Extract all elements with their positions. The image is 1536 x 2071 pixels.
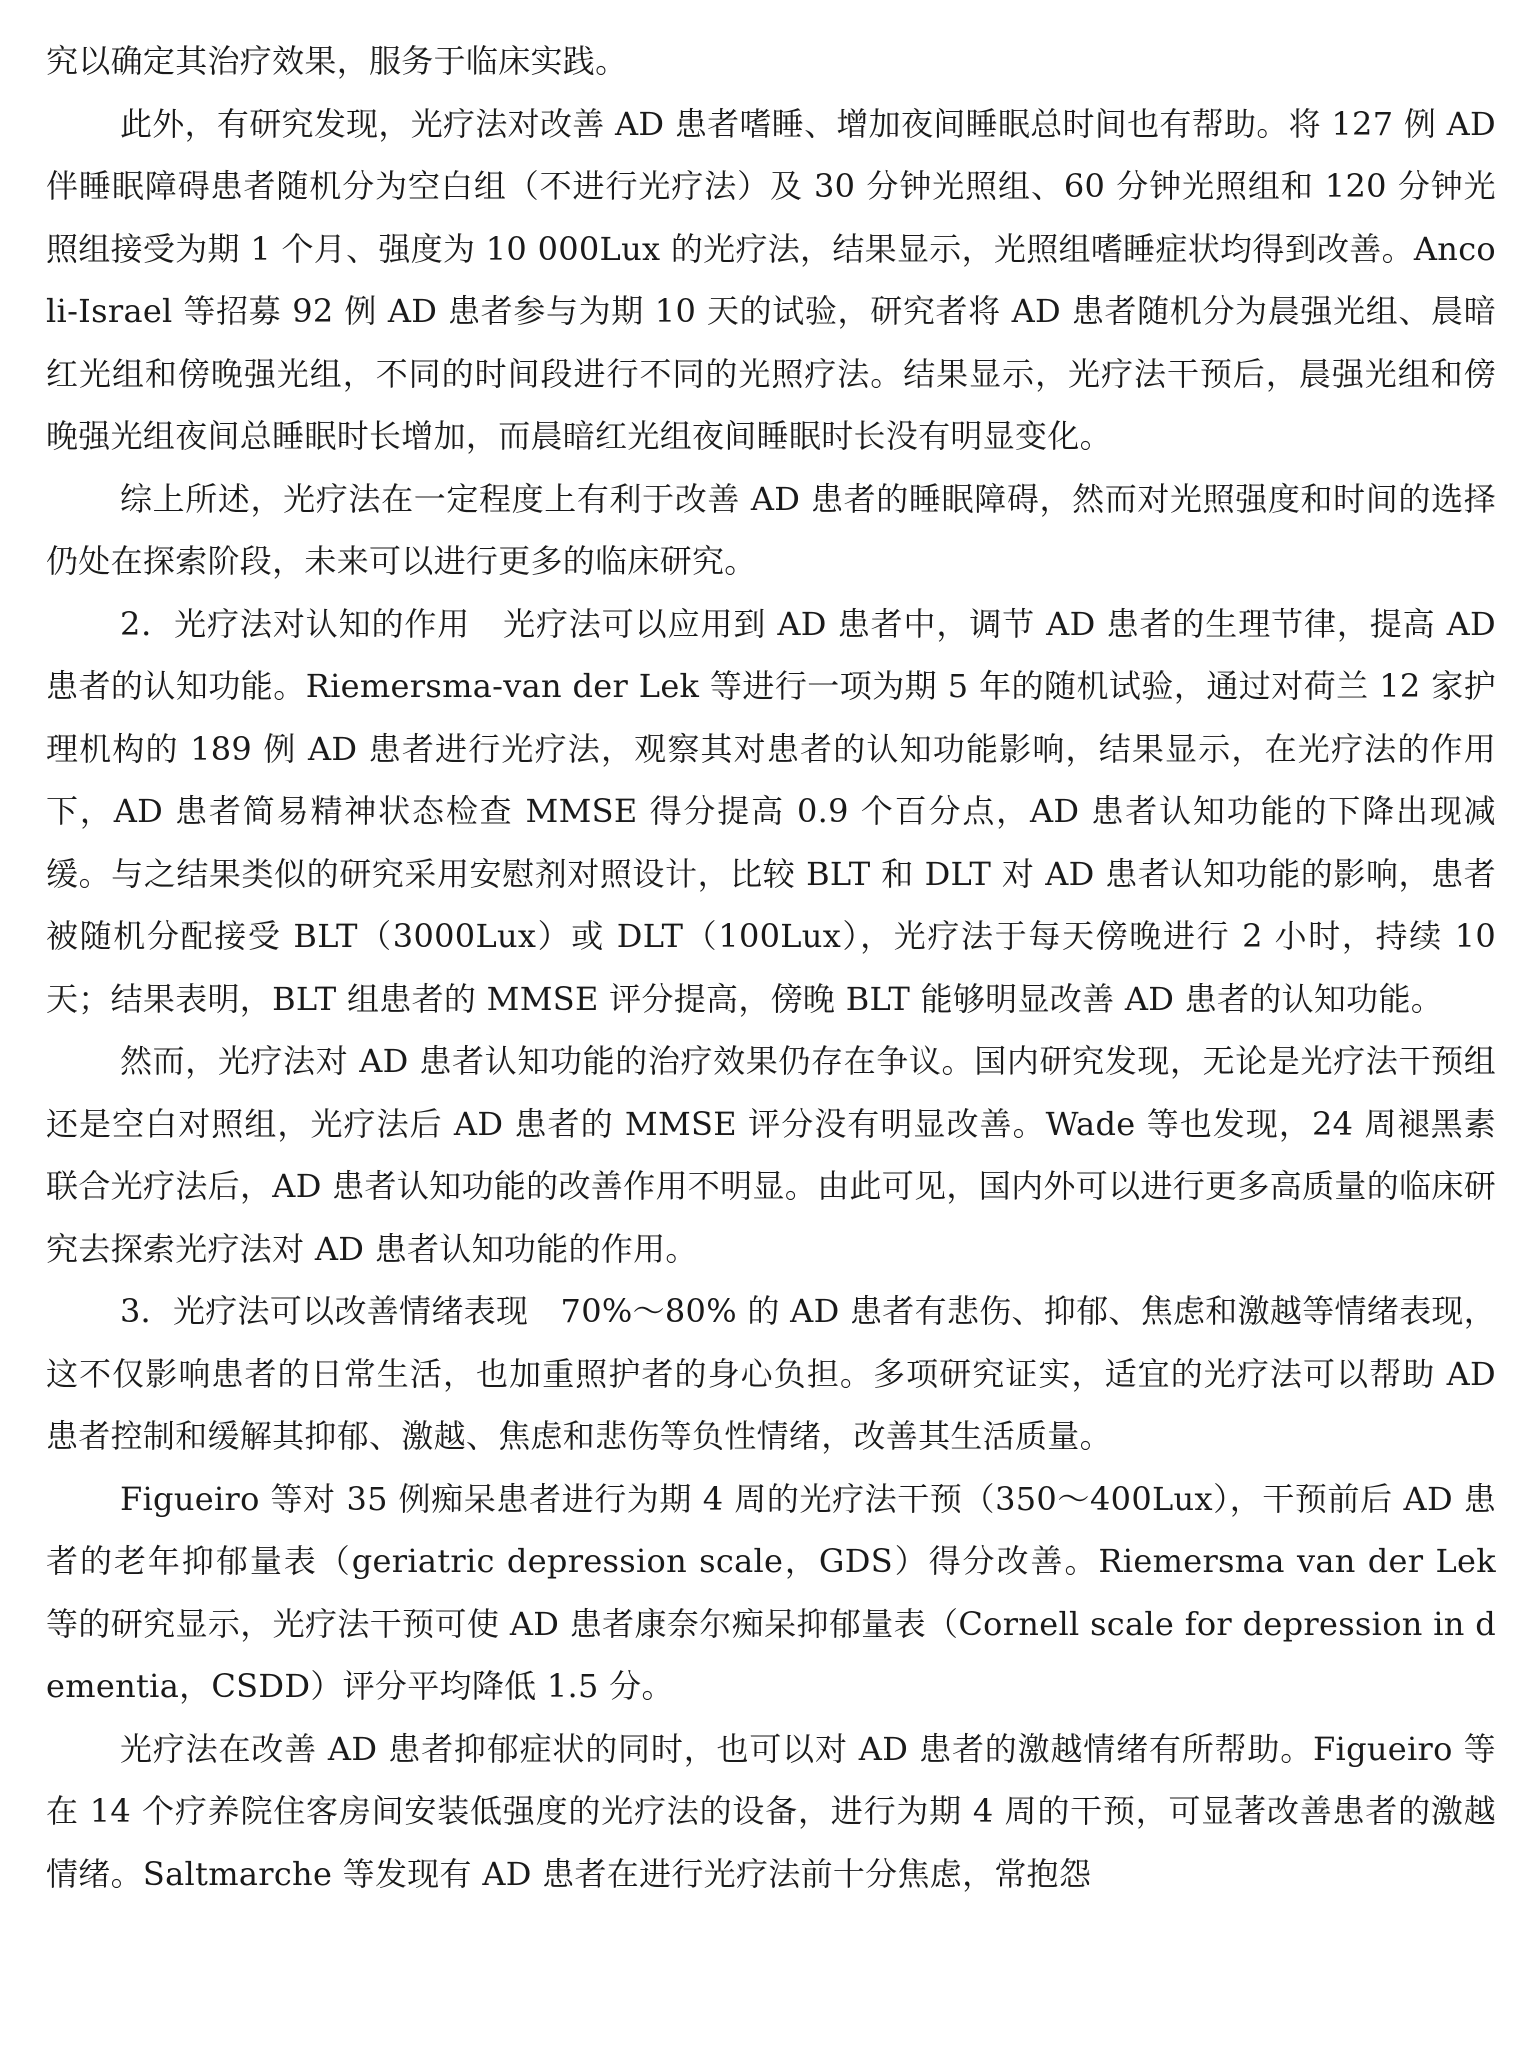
paragraph-agitation: 光疗法在改善 AD 患者抑郁症状的同时，也可以对 AD 患者的激越情绪有所帮助。Figueiro 等在 14 个疗养院住客房间安装低强度的光疗法的设备，进行为期 4 周的干预，可显著改善患者的激越情绪。Saltmarche 等发现有 AD 患者在进行光疗法前十分焦虑，常抱怨	[46, 1729, 1496, 1893]
paragraph-sleep-light-therapy: 此外，有研究发现，光疗法对改善 AD 患者嗜睡、增加夜间睡眠总时间也有帮助。将 127 例 AD 伴睡眠障碍患者随机分为空白组（不进行光疗法）及 30 分钟光照组、60 分钟光照组和 120 分钟光照组接受为期 1 个月、强度为 10 000Lux 的光疗法，结果显示，光照组嗜睡症状均得到改善。Ancoli-Israel 等招募 92 例 AD 患者参与为期 10 天的试验，研究者将 AD 患者随机分为晨强光组、晨暗红光组和傍晚强光组，不同的时间段进行不同的光照疗法。结果显示，光疗法干预后，晨强光组和傍晚强光组夜间总睡眠时长增加，而晨暗红光组夜间睡眠时长没有明显变化。	[46, 104, 1496, 455]
paragraph-cognition: 2．光疗法对认知的作用 光疗法可以应用到 AD 患者中，调节 AD 患者的生理节律，提高 AD 患者的认知功能。Riemersma-van der Lek 等进行一项为期 5 年的随机试验，通过对荷兰 12 家护理机构的 189 例 AD 患者进行光疗法，观察其对患者的认知功能影响，结果显示，在光疗法的作用下，AD 患者简易精神状态检查 MMSE 得分提高 0.9 个百分点，AD 患者认知功能的下降出现减缓。与之结果类似的研究采用安慰剂对照设计，比较 BLT 和 DLT 对 AD 患者认知功能的影响，患者被随机分配接受 BLT（3000Lux）或 DLT（100Lux），光疗法于每天傍晚进行 2 小时，持续 10 天；结果表明，BLT 组患者的 MMSE 评分提高，傍晚 BLT 能够明显改善 AD 患者的认知功能。	[46, 604, 1496, 1018]
paragraph-cognition-controversy: 然而，光疗法对 AD 患者认知功能的治疗效果仍存在争议。国内研究发现，无论是光疗法干预组还是空白对照组，光疗法后 AD 患者的 MMSE 评分没有明显改善。Wade 等也发现，24 周褪黑素联合光疗法后，AD 患者认知功能的改善作用不明显。由此可见，国内外可以进行更多高质量的临床研究去探索光疗法对 AD 患者认知功能的作用。	[46, 1042, 1496, 1268]
body-text	[46, 30, 1496, 1905]
paragraph-continuation: 究以确定其治疗效果，服务于临床实践。	[46, 42, 628, 80]
paragraph-emotion: 3．光疗法可以改善情绪表现 70%～80% 的 AD 患者有悲伤、抑郁、焦虑和激越等情绪表现，这不仅影响患者的日常生活，也加重照护者的身心负担。多项研究证实，适宜的光疗法可以帮助 AD 患者控制和缓解其抑郁、激越、焦虑和悲伤等负性情绪，改善其生活质量。	[46, 1292, 1496, 1455]
paragraph-sleep-summary: 综上所述，光疗法在一定程度上有利于改善 AD 患者的睡眠障碍，然而对光照强度和时间的选择仍处在探索阶段，未来可以进行更多的临床研究。	[46, 479, 1496, 580]
paragraph-depression-studies: Figueiro 等对 35 例痴呆患者进行为期 4 周的光疗法干预（350～400Lux），干预前后 AD 患者的老年抑郁量表（geriatric depression scale，GDS）得分改善。Riemersma van der Lek 等的研究显示，光疗法干预可使 AD 患者康奈尔痴呆抑郁量表（Cornell scale for depression in dementia，CSDD）评分平均降低 1.5 分。	[46, 1479, 1496, 1705]
